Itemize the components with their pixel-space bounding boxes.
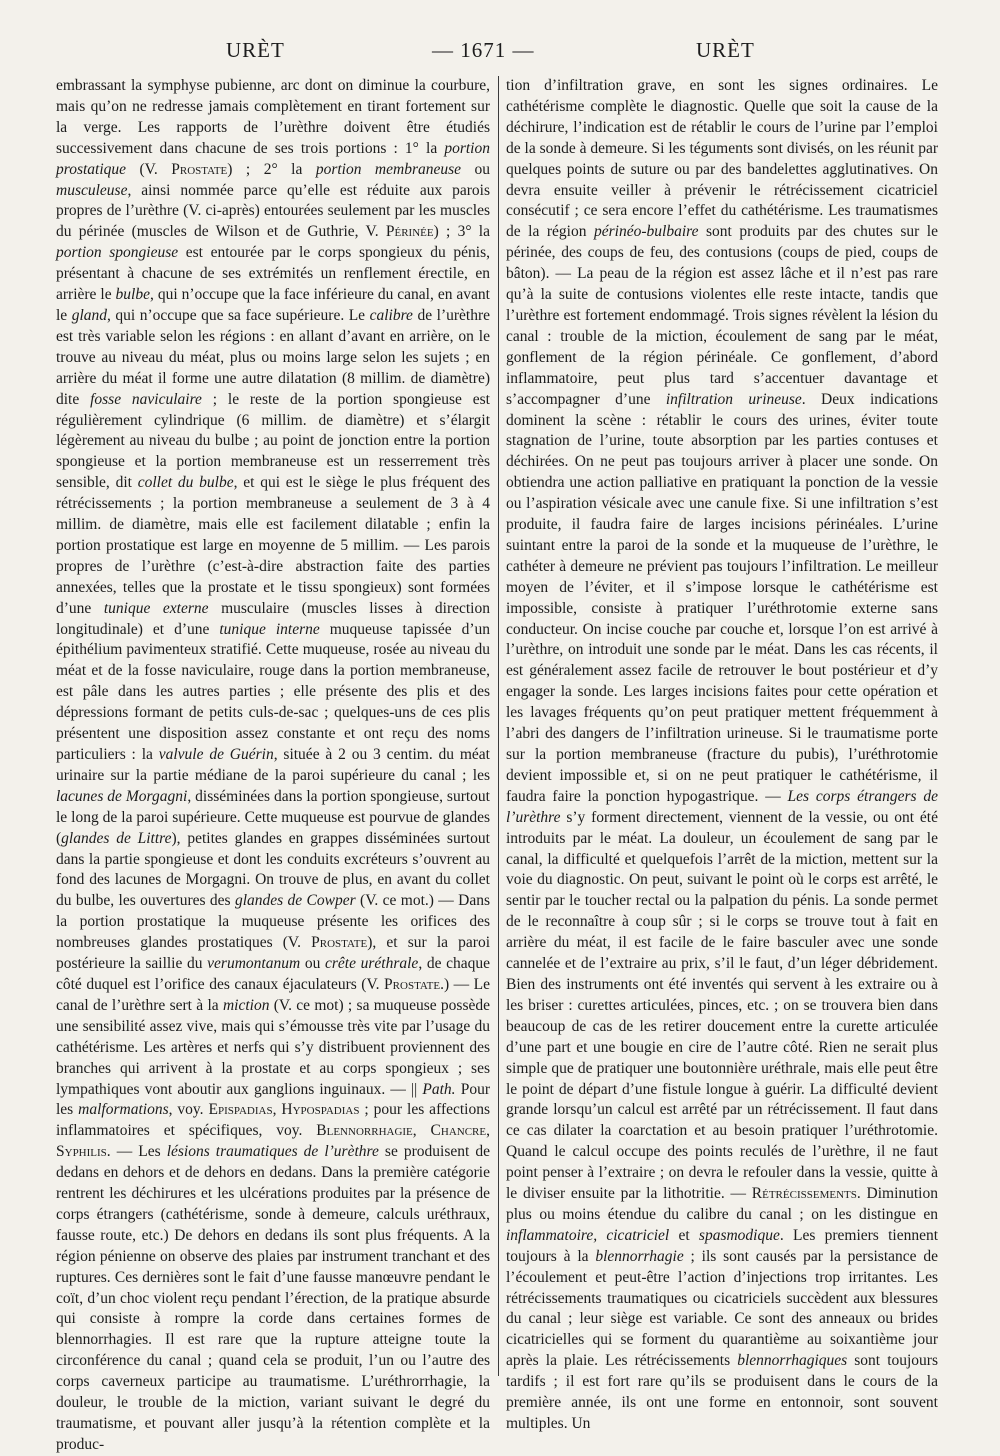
text-run: , (272, 1101, 282, 1119)
italic-term: fosse naviculaire (90, 390, 202, 408)
text-run: . Deux indications dominent la scène : rétablir le cours des urines, éviter toute stagnation de l’urine, toute absorption par les parties contuses et déchirées. On ne peut pas toujours arriver à placer une sonde. On obtiendra une action palliative en pratiquant la ponction de la vessie ou l’aspiration vésicale avec une canule fixe. Si une infiltration s’est produite, il faudra faire de larges incisions périnéales. L’urine suintant entre la paroi de la sonde et la muqueuse de l’urèthre, le cathéter à demeure ne prévient pas toujours l’infiltration. Le meilleur moyen de l’éviter, et il s’impose lorsque le cathétérisme est impossible, consiste à pratiquer l’uréthrotomie externe sans conducteur. On incise couche par couche et, lorsque l’on est arrivé à l’urèthre, on introduit une sonde par le méat. Dans les cas récents, il est généralement assez facile de retrouver le bout postérieur et d’y engager la sonde. Les larges incisions faites pour cette opération et les lavages fréquents qu’on peut pratiquer mettent fréquemment à l’abri des dangers de l’infiltration urineuse. Si le traumatisme porte sur la portion membraneuse (fracture du pubis), l’uréthrotomie devient impossible et, si on ne peut pratiquer le cathétérisme, il faudra faire la ponction hypogastrique. — (506, 390, 939, 805)
italic-term: blennorrhagie (595, 1247, 684, 1265)
cross-reference: Prostate (171, 160, 228, 178)
italic-term: tunique interne (219, 620, 320, 638)
text-run: (V. ce mot.) — Dans la portion prostatique la muqueuse présente les orifices des nombreuses glandes prostatiques (V. (56, 892, 491, 952)
text-run: ), et sur la paroi postérieure la saillie du (56, 934, 491, 973)
cross-reference: Prostate (384, 975, 441, 993)
italic-term: portion prostatique (56, 139, 490, 178)
page-number: — 1671 — (432, 38, 535, 62)
italic-term: verumontanum (207, 955, 301, 973)
text-run: est entourée par le corps spongieux du pénis, présentant à chacune de ses extrémités un renflement érectile, en arrière le (56, 244, 490, 304)
italic-term: Path. (422, 1080, 456, 1098)
text-run: embrassant la symphyse pubienne, arc dont on diminue la courbure, mais qu’on ne redresse jamais complètement en tirant fortement sur la verge. Les rapports de l’urèthre doivent être étudiés successivement dans chacune de ses trois portions : 1° la (56, 77, 490, 157)
text-run: . — Les (106, 1143, 167, 1161)
text-run: musculaire (muscles lisses à direction longitudinale) et d’une (56, 599, 490, 638)
cross-reference: Hypospadias (281, 1101, 360, 1119)
italic-term: portion spongieuse (56, 244, 179, 262)
text-run: . Diminution plus ou moins étendue du calibre du canal ; on les distingue en (506, 1185, 938, 1223)
italic-term: inflammatoire, cicatriciel (506, 1226, 670, 1244)
text-run: se produisent de dedans en dehors et de dehors en dedans. Dans la première catégorie rentrent les déchirures et les ulcérations produites par la présence de corps étrangers (cathétérisme, sonde à demeure, calculs uréthraux, fausse route, etc.) De dehors en dedans ils sont plus fréquents. A la région pénienne on observe des plaies par instrument tranchant et des ruptures. Ces dernières sont le fait d’une fausse manœuvre pendant le coït, d’un choc violent reçu pendant l’érection, de la pratique absurde qui consiste à rompre la corde dans certaines formes de blennorrhagies. Il est rare que la rupture atteigne toute la circonférence du canal ; quand cela se produit, l’un ou l’autre des corps caverneux participe au traumatisme. L’uréthrorrhagie, la douleur, le trouble de la miction, variant suivant le degré du traumatisme, et pouvant aller jusqu’à la rétention complète et la produc- (56, 1143, 490, 1453)
text-run: ) ; 3° la (433, 223, 490, 241)
text-run: , (486, 1122, 490, 1140)
italic-term: collet du bulbe (137, 474, 234, 492)
italic-term: musculeuse (56, 181, 128, 199)
text-run: .) — Le canal de l’urèthre sert à la (56, 975, 490, 1014)
italic-term: portion membraneuse (315, 160, 462, 178)
text-run: , voy. (168, 1101, 209, 1119)
text-run: . Les premiers tiennent toujours à la (506, 1226, 939, 1265)
text-run: , disséminées dans la portion spongieuse, surtout le long de la paroi supérieure. Cette muqueuse est pourvue de glandes ( (56, 787, 490, 847)
text-run: ; le reste de la portion spongieuse est régulièrement cylindrique (6 millim. de diamètre) et s’élargit légèrement au niveau du bulbe ; au point de jonction entre la portion spongieuse et la portion membraneuse est un resserrement très sensible, dit (56, 390, 490, 492)
text-run: ; ils sont causés par la persistance de l’écoulement et peut-être l’action d’injections trop irritantes. Les rétrécissements traumatiques ou cicatriciels succèdent aux blessures du canal ; leur siège est variable. Ce sont des anneaux ou brides cicatricielles qui se forment du quarantième au soixantième jour après la plaie. Les rétrécissements (506, 1247, 938, 1370)
cross-reference: Blennorrhagie (316, 1122, 413, 1140)
text-run: ) ; 2° la (227, 160, 316, 178)
italic-term: lacunes de Morgagni (56, 787, 188, 805)
italic-term: glandes de Littre (61, 829, 172, 847)
text-run: muqueuse tapissée d’un épithélium pavimenteux stratifié. Cette muqueuse, rosée au niveau du méat et de la fosse naviculaire, rouge dans la portion membraneuse, est pâle dans les autres parties ; elle présente des plis et des dépressions formant de petits culs-de-sac ; quelques-uns de ces plis présentent une disposition assez constante et ont reçu des noms particuliers : la (56, 620, 490, 763)
text-run: s’y forment directement, viennent de la vessie, ou ont été introduits par le méat. La douleur, un écoulement de sang par le canal, la difficulté et quelquefois l’arrêt de la miction, mettent sur la voie du diagnostic. On peut, suivant le point où le corps est arrêté, le sentir par le toucher rectal ou la palpation du pénis. La sonde permet de le reconnaître à coup sûr ; si le corps se trouve tout à fait en arrière du méat, il est facile de le faire basculer avec une sonde cannelée et de l’extraire au prix, s’il le faut, d’un léger débridement. Bien des instruments ont été inventés qui servent à les extraire ou à les briser : curettes articulées, pinces, etc. ; on se trouvera bien dans beaucoup de cas de les retirer doucement entre la curette articulée d’une part et une bougie en cire de l’autre côté. Rien ne serait plus simple que de pratiquer une boutonnière uréthrale, mais elle peut être le point de départ d’une fistule longue à guérir. La difficulté devient grande lorsqu’un calcul est arrêté par un rétrécissement. Il faut dans ce cas dilater la coarctation et au besoin pratiquer l’uréthrotomie. Quand le calcul occupe des points reculés de l’urèthre, il ne faut point penser à l’extraire ; on devra le refouler dans la vessie, quitte à le diviser ensuite par la lithotritie. — (506, 808, 938, 1203)
italic-term: blennorrhagiques (737, 1352, 848, 1370)
text-run: , de chaque côté duquel est l’orifice des canaux éjaculateurs (V. (56, 955, 491, 993)
text-run: sont produits par des chutes sur le périnée, des coups de feu, des contusions (coups de pied, coups de bâton). — La peau de la région est assez lâche et il n’est pas rare qu’à la suite de contusions violentes elle reste intacte, tandis que l’urèthre est fortement endommagé. Trois signes révèlent la lésion du canal : trouble de la miction, écoulement de sang par le méat, gonflement de la région périnéale. Ce gonflement, d’abord inflammatoire, peut plus tard s’accentuer davantage et s’accompagner d’une (506, 223, 938, 408)
italic-term: spasmodique (698, 1226, 780, 1244)
text-run: , (412, 1122, 431, 1140)
cross-reference: Chancre (430, 1122, 487, 1140)
right-column-text (506, 76, 938, 1435)
cross-reference: Périnée (385, 223, 434, 241)
italic-term: bulbe (115, 286, 150, 304)
text-run: ou (461, 160, 491, 178)
italic-term: lésions traumatiques de l’urèthre (166, 1143, 379, 1161)
italic-term: gland (71, 306, 108, 324)
italic-term: Les corps étrangers de l’urèthre (506, 787, 938, 826)
right-column (506, 76, 939, 1432)
text-run: ), petites glandes en grappes disséminées surtout dans la partie spongieuse et dont les conduits excréteurs s’ouvrent au fond des lacunes de Morgagni. On trouve de plus, en avant du collet du bulbe, les ouvertures des (56, 829, 490, 910)
italic-term: périnéo-bulbaire (594, 223, 699, 241)
text-run: ; pour les affections inflammatoires et spécifiques, voy. (56, 1101, 491, 1140)
text-run: Pour les (56, 1080, 490, 1119)
text-run: (V. (126, 160, 172, 178)
text-run: , qui n’occupe que la face inférieure du canal, en avant le (56, 286, 490, 324)
italic-term: calibre (369, 306, 413, 324)
header-right-word: URÈT (696, 38, 755, 62)
text-run: , située à 2 ou 3 centim. du méat urinaire sur la partie médiane de la paroi supérieure du canal ; les (56, 746, 490, 784)
left-column-text (56, 76, 490, 1456)
cross-reference: Rétrécissements (751, 1185, 857, 1203)
text-run: sont toujours tardifs ; il est fort rare qu’ils se produisent dans le cours de la première année, ils ont une forme en entonnoir, sont souvent multiples. Un (506, 1352, 938, 1432)
text-run: , et qui est le siège le plus fréquent des rétrécissements ; la portion membraneuse a seulement de 3 à 4 millim. de diamètre, mais elle est facilement dilatable ; enfin la portion prostatique est large en moyenne de 5 millim. — Les parois propres de l’urèthre (c’est-à-dire abstraction faite des parties annexées, telles que la prostate et le tissu spongieux) sont formées d’une (56, 474, 490, 617)
italic-term: valvule de Guérin (158, 746, 274, 763)
italic-term: crête uréthrale (324, 955, 419, 973)
text-run: de l’urèthre est très variable selon les régions : en allant d’avant en arrière, on le trouve au niveau du méat, plus ou moins large selon les sujets ; en arrière du méat il forme une autre dilatation (8 millim. de diamètre) dite (56, 306, 490, 408)
text-run: et (669, 1226, 699, 1244)
text-run: (V. ce mot) ; sa muqueuse possède une sensibilité assez vive, mais qui s’émousse très vite par l’usage du cathétérisme. Les artères et nerfs qui s’y distribuent proviennent des branches qui arrivent à la prostate et au corps spongieux ; ses lympathiques vont aboutir aux ganglions inguinaux. — || (56, 996, 490, 1098)
header-left-word: URÈT (226, 38, 285, 62)
column-divider (498, 76, 499, 1376)
text-run: tion d’infiltration grave, en sont les signes ordinaires. Le cathétérisme complète le diagnostic. Quelle que soit la cause de la déchirure, l’indication est de rétablir le cours de l’urine par l’emploi de la sonde à demeure. Si les téguments sont divisés, on les réunit par quelques points de suture ou par des bandelettes agglutinatives. On devra ensuite veiller à prévenir le rétrécissement cicatriciel consécutif ; ce sera encore l’effet du cathétérisme. Les traumatismes de la région (506, 77, 938, 241)
text-run: , qui n’occupe que sa face supérieure. Le (107, 306, 370, 324)
italic-term: tunique externe (103, 599, 209, 617)
left-column (56, 76, 491, 1453)
cross-reference: Syphilis (56, 1143, 107, 1161)
cross-reference: Prostate (311, 934, 368, 952)
cross-reference: Epispadias (208, 1101, 273, 1119)
italic-term: miction (222, 996, 270, 1014)
italic-term: glandes de Cowper (234, 892, 356, 910)
text-run: ou (300, 955, 325, 973)
running-header (0, 38, 1000, 68)
italic-term: infiltration urineuse (665, 390, 802, 408)
italic-term: malformations (78, 1101, 169, 1119)
text-run: , ainsi nommée parce qu’elle est réduite aux parois propres de l’urèthre (V. ci-après) entourées seulement par les muscles du périnée (muscles de Wilson et de Guthrie, V. (56, 181, 490, 241)
